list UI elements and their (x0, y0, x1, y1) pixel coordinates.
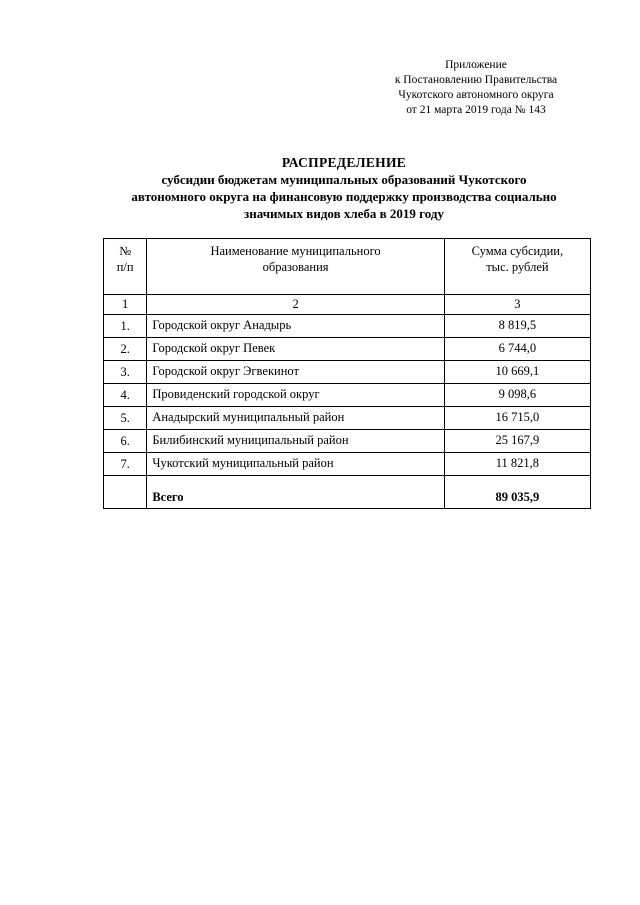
subsidy-sum: 6 744,0 (444, 338, 590, 361)
appendix-line: к Постановлению Правительства (394, 74, 558, 86)
title-line: субсидии бюджетам муниципальных образований Чукотского (161, 172, 527, 187)
row-number: 5. (104, 407, 147, 430)
municipality-name: Городской округ Анадырь (147, 315, 444, 338)
municipality-name: Провиденский городской округ (147, 384, 444, 407)
appendix-line: Чукотского автономного округа (398, 89, 554, 101)
header-text: тыс. рублей (486, 260, 549, 274)
table-row (104, 315, 591, 338)
table-header-row (104, 239, 591, 295)
municipality-name: Чукотский муниципальный район (147, 453, 444, 476)
header-text: Наименование муниципального (210, 244, 381, 258)
table-row (104, 430, 591, 453)
municipality-name: Городской округ Певек (147, 338, 444, 361)
document-title (80, 154, 608, 222)
table-row (104, 338, 591, 361)
total-sum: 89 035,9 (444, 476, 590, 509)
row-number: 7. (104, 453, 147, 476)
row-number: 6. (104, 430, 147, 453)
row-number: 4. (104, 384, 147, 407)
table-row (104, 384, 591, 407)
subsidy-sum: 9 098,6 (444, 384, 590, 407)
header-name-cell (147, 239, 444, 295)
row-number: 3. (104, 361, 147, 384)
row-number: 2. (104, 338, 147, 361)
column-number: 1 (104, 295, 147, 315)
header-text: п/п (116, 260, 134, 274)
appendix-date-number: от 21 марта 2019 года № 143 (406, 104, 546, 116)
column-number-row (104, 295, 591, 315)
total-label: Всего (147, 476, 444, 509)
title-line: значимых видов хлеба в 2019 году (244, 206, 444, 221)
header-text: № (119, 244, 132, 258)
header-text: Сумма субсидии, (471, 244, 564, 258)
municipality-name: Городской округ Эгвекинот (147, 361, 444, 384)
subsidy-sum: 16 715,0 (444, 407, 590, 430)
header-number-cell (104, 239, 147, 295)
distribution-table (103, 238, 591, 509)
header-sum-cell (444, 239, 590, 295)
subsidy-sum: 8 819,5 (444, 315, 590, 338)
appendix-header (370, 58, 582, 118)
table-row (104, 407, 591, 430)
title-heading: РАСПРЕДЕЛЕНИЕ (281, 155, 407, 170)
table-row (104, 453, 591, 476)
total-number-cell (104, 476, 147, 509)
row-number: 1. (104, 315, 147, 338)
appendix-line: Приложение (445, 59, 507, 71)
total-row (104, 476, 591, 509)
column-number: 2 (147, 295, 444, 315)
subsidy-sum: 11 821,8 (444, 453, 590, 476)
subsidy-sum: 10 669,1 (444, 361, 590, 384)
column-number: 3 (444, 295, 590, 315)
title-line: автономного округа на финансовую поддержку производства социально (131, 189, 557, 204)
municipality-name: Анадырский муниципальный район (147, 407, 444, 430)
municipality-name: Билибинский муниципальный район (147, 430, 444, 453)
header-text: образования (262, 260, 329, 274)
table-row (104, 361, 591, 384)
subsidy-sum: 25 167,9 (444, 430, 590, 453)
